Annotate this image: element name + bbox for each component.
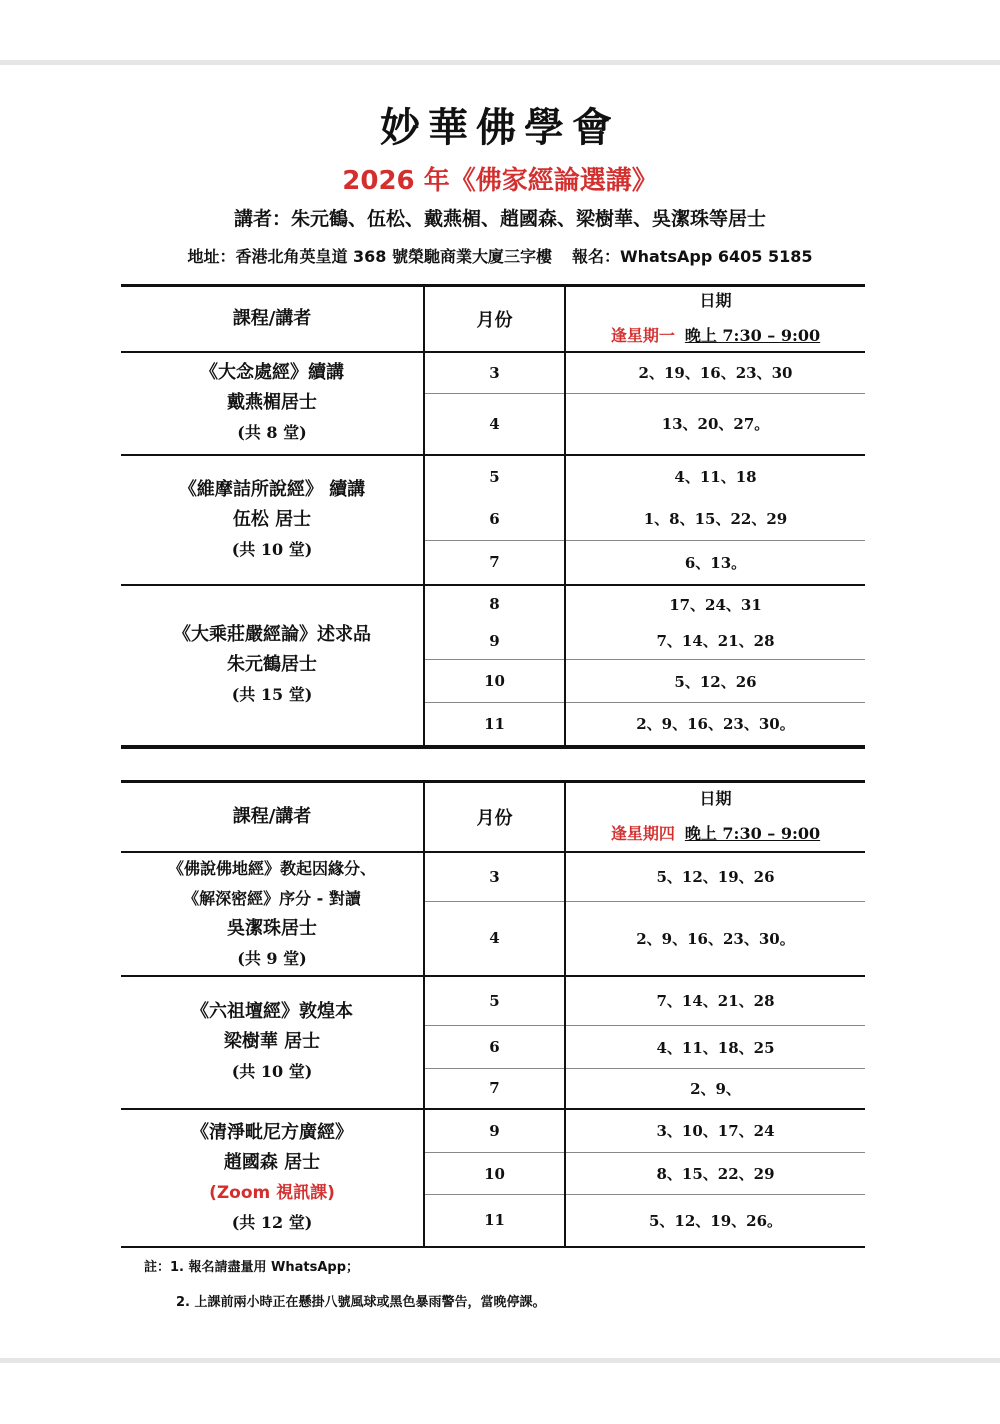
weekday-label: 逢星期一 (610, 326, 675, 346)
dates-cell: 2、9、16、23、30。 (636, 715, 795, 734)
dates-cell: 17、24、31 (669, 595, 762, 614)
course-lecturer: 趙國森 居士 (223, 1151, 321, 1173)
notes (144, 1256, 546, 1326)
dates-cell: 6、13。 (565, 541, 865, 585)
weekday-label: 逢星期四 (610, 824, 675, 844)
course-title: 《大乘莊嚴經論》述求品 (173, 624, 371, 645)
month-cell: 3 (424, 352, 565, 394)
header-date-label: 日期 (699, 291, 732, 311)
dates-cell: 7、14、21、28 (565, 976, 865, 1026)
month-cell: 10 (424, 660, 565, 703)
dates-cell: 2、9、16、23、30。 (565, 902, 865, 976)
month-cell: 4 (424, 394, 565, 455)
header-month: 月份 (424, 782, 565, 852)
dates-cell: 2、9、 (565, 1069, 865, 1109)
course-sessions: (共 10 堂) (231, 1062, 313, 1081)
dates-cell: 1、8、15、22、29 (565, 498, 865, 541)
month-cell: 10 (424, 1153, 565, 1195)
dates-cell: 8、15、22、29 (565, 1153, 865, 1195)
registration-text: 報名：WhatsApp 6405 5185 (572, 247, 813, 266)
header-date-label: 日期 (699, 789, 732, 809)
address-line (0, 244, 1000, 267)
course-title: 《六祖壇經》敦煌本 (191, 1001, 353, 1022)
dates-cell: 4、11、18、25 (565, 1026, 865, 1069)
address-text: 地址：香港北角英皇道 368 號榮馳商業大廈三字樓 (187, 247, 553, 266)
table-header-row (121, 782, 865, 852)
note-2: 2. 上課前兩小時正在懸掛八號風球或黑色暴雨警告，當晚停課。 (176, 1295, 546, 1310)
course-sessions: (共 12 堂) (231, 1212, 313, 1232)
course-lecturer: 吳潔珠居士 (227, 917, 317, 939)
course-title: 《維摩詰所說經》 續講 (178, 478, 366, 500)
month-cell: 11 (424, 1195, 565, 1247)
dates-cell: 5、12、26 (565, 660, 865, 703)
header-date-schedule (566, 821, 865, 844)
dates-cell: 5、12、19、26。 (648, 1211, 783, 1230)
course-lecturer: 伍松 居士 (232, 508, 312, 530)
monday-schedule-table (121, 284, 865, 749)
dates-cell: 7、14、21、28 (565, 623, 865, 660)
table-row (121, 352, 865, 394)
course-cell (121, 352, 424, 455)
month-cell: 4 (424, 902, 565, 976)
course-lecturer: 戴燕楣居士 (227, 392, 317, 413)
month-cell: 7 (424, 541, 565, 585)
month-cell: 3 (424, 852, 565, 902)
course-cell (121, 455, 424, 585)
dates-cell: 4、11、18 (674, 468, 757, 486)
course-title: 《大念處經》續講 (200, 362, 344, 383)
note-1: 註：1. 報名請盡量用 WhatsApp； (144, 1260, 360, 1275)
course-cell (121, 852, 424, 976)
header-course: 課程/講者 (121, 782, 424, 852)
month-cell: 11 (424, 703, 565, 747)
header-month: 月份 (424, 286, 565, 352)
course-lecturer: 梁樹華 居士 (223, 1031, 321, 1052)
thursday-schedule-table (121, 780, 865, 1248)
time-label: 晚上 7:30 – 9:00 (684, 824, 821, 844)
course-sessions: (共 9 堂) (237, 948, 307, 968)
time-label: 晚上 7:30 – 9:00 (684, 326, 821, 346)
month-cell: 7 (424, 1069, 565, 1109)
month-cell: 5 (424, 976, 565, 1026)
month-cell: 8 (424, 585, 565, 623)
course-lecturer: 朱元鶴居士 (227, 654, 317, 675)
table-row (121, 1109, 865, 1153)
course-cell (121, 976, 424, 1109)
course-title: 《清淨毗尼方廣經》 (191, 1121, 353, 1143)
course-title-line2: 《解深密經》序分 - 對讀 (183, 888, 361, 908)
dates-cell: 13、20、27。 (565, 394, 865, 455)
table-header-row (121, 286, 865, 352)
month-cell: 6 (424, 498, 565, 541)
bottom-divider-band (0, 1358, 1000, 1363)
course-sessions: (共 15 堂) (231, 685, 313, 704)
table-row (121, 976, 865, 1026)
header-course: 課程/講者 (121, 286, 424, 352)
month-cell: 9 (424, 623, 565, 660)
dates-cell: 3、10、17、24 (565, 1109, 865, 1153)
month-cell: 9 (424, 1109, 565, 1153)
table-row (121, 585, 865, 623)
header-date (565, 782, 865, 852)
course-title: 《佛說佛地經》教起因緣分、 (167, 858, 376, 878)
header-date (565, 286, 865, 352)
month-cell: 5 (424, 455, 565, 498)
top-divider-band (0, 60, 1000, 65)
speakers-line: 講者：朱元鶴、伍松、戴燕楣、趙國森、梁樹華、吳潔珠等居士 (233, 208, 766, 230)
dates-cell: 2、19、16、23、30 (565, 352, 865, 394)
table-row (121, 852, 865, 902)
document-title: 2026 年《佛家經論選講》 (342, 166, 658, 196)
table-row (121, 455, 865, 498)
month-cell: 6 (424, 1026, 565, 1069)
dates-cell: 5、12、19、26 (565, 852, 865, 902)
course-sessions: (共 10 堂) (231, 539, 313, 559)
course-sessions: (共 8 堂) (237, 423, 307, 442)
course-cell (121, 585, 424, 747)
zoom-class-label: (Zoom 視訊課) (209, 1182, 335, 1203)
org-title: 妙華佛學會 (380, 104, 620, 151)
course-cell (121, 1109, 424, 1247)
header-date-schedule (566, 323, 865, 346)
